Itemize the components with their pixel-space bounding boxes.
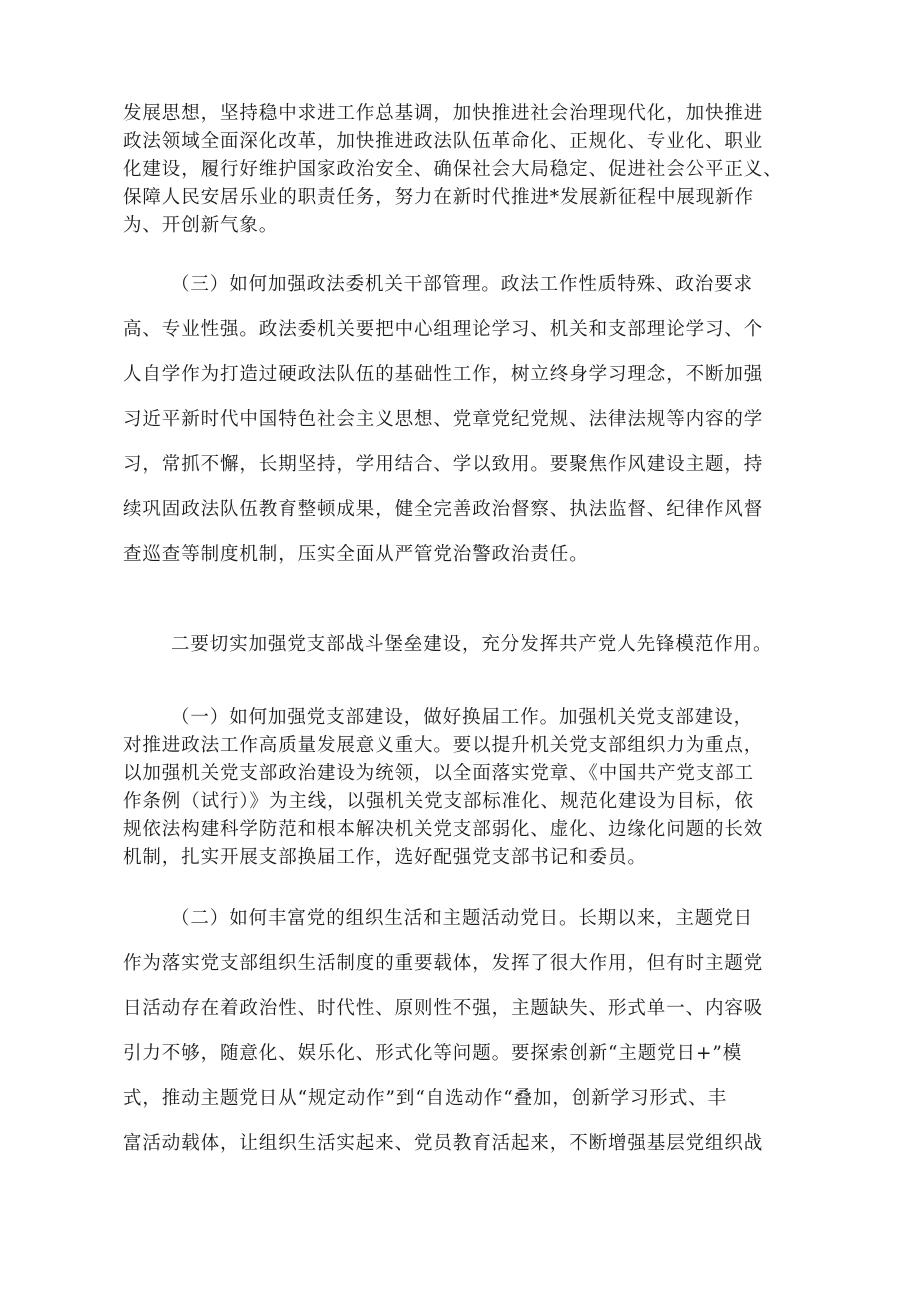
section-two-line: 日活动存在着政治性、时代性、原则性不强，主题缺失、形式单一、内容吸: [123, 998, 764, 1019]
section-one-line: 作条例（试行）》为主线，以强机关党支部标准化、规范化建设为目标，依: [123, 791, 754, 812]
section-two-paragraph: [123, 896, 801, 1166]
intro-line: 政法领域全面深化改革，加快推进政法队伍革命化、正规化、专业化、职业: [123, 131, 764, 152]
section-one-line: 以加强机关党支部政治建设为统领，以全面落实党章、《中国共产党支部工: [123, 763, 754, 784]
section-three-paragraph: [123, 262, 801, 577]
section-two-line: 富活动载体，让组织生活实起来、党员教育活起来，不断增强基层党组织战: [123, 1133, 764, 1154]
intro-line: 发展思想，坚持稳中求进工作总基调，加快推进社会治理现代化，加快推进: [123, 103, 764, 124]
section-one-line: 规依法构建科学防范和根本解决机关党支部弱化、虚化、边缘化问题的长效: [123, 819, 764, 840]
section-one-heading-line: （一）如何加强党支部建设，做好换届工作。加强机关党支部建设，: [171, 707, 754, 728]
section-two-line: 作为落实党支部组织生活制度的重要载体，发挥了很大作用，但有时主题党: [123, 953, 764, 974]
intro-paragraph: [123, 100, 801, 240]
intro-line: 为、开创新气象。: [123, 215, 279, 236]
intro-line: 化建设，履行好维护国家政治安全、确保社会大局稳定、促进社会公平正义、: [123, 159, 783, 180]
section-three-line: 续巩固政法队伍教育整顿成果，健全完善政治督察、执法监督、纪律作风督: [123, 499, 764, 520]
section-three-line: 高、专业性强。政法委机关要把中心组理论学习、机关和支部理论学习、个: [123, 319, 764, 340]
section-two-line: 引力不够，随意化、娱乐化、形式化等问题。要探索创新“主题党日+”模: [123, 1043, 743, 1064]
heading-two-paragraph: [123, 622, 801, 667]
section-three-line: 习近平新时代中国特色社会主义思想、党章党纪党规、法律法规等内容的学: [123, 409, 764, 430]
intro-line: 保障人民安居乐业的职责任务，努力在新时代推进*发展新征程中展现新作: [123, 187, 754, 208]
section-one-line: 机制，扎实开展支部换届工作，选好配强党支部书记和委员。: [123, 847, 647, 868]
section-one-line: 对推进政法工作高质量发展意义重大。要以提升机关党支部组织力为重点，: [123, 735, 764, 756]
section-three-heading-line: （三）如何加强政法委机关干部管理。政法工作性质特殊、政治要求: [171, 274, 754, 295]
section-three-line: 查巡查等制度机制，压实全面从严管党治警政治责任。: [123, 544, 589, 565]
section-three-line: 人自学作为打造过硬政法队伍的基础性工作，树立终身学习理念，不断加强: [123, 364, 764, 385]
section-three-line: 习，常抓不懈，长期坚持，学用结合、学以致用。要聚焦作风建设主题，持: [123, 454, 764, 475]
section-two-heading-line: （二）如何丰富党的组织生活和主题活动党日。长期以来，主题党日: [171, 908, 754, 929]
section-two-line: 式，推动主题党日从“规定动作”到“自选动作“叠加，创新学习形式、丰: [123, 1088, 728, 1109]
section-heading-two: 二要切实加强党支部战斗堡垒建设，充分发挥共产党人先锋模范作用。: [171, 634, 773, 655]
section-one-paragraph: [123, 704, 801, 872]
